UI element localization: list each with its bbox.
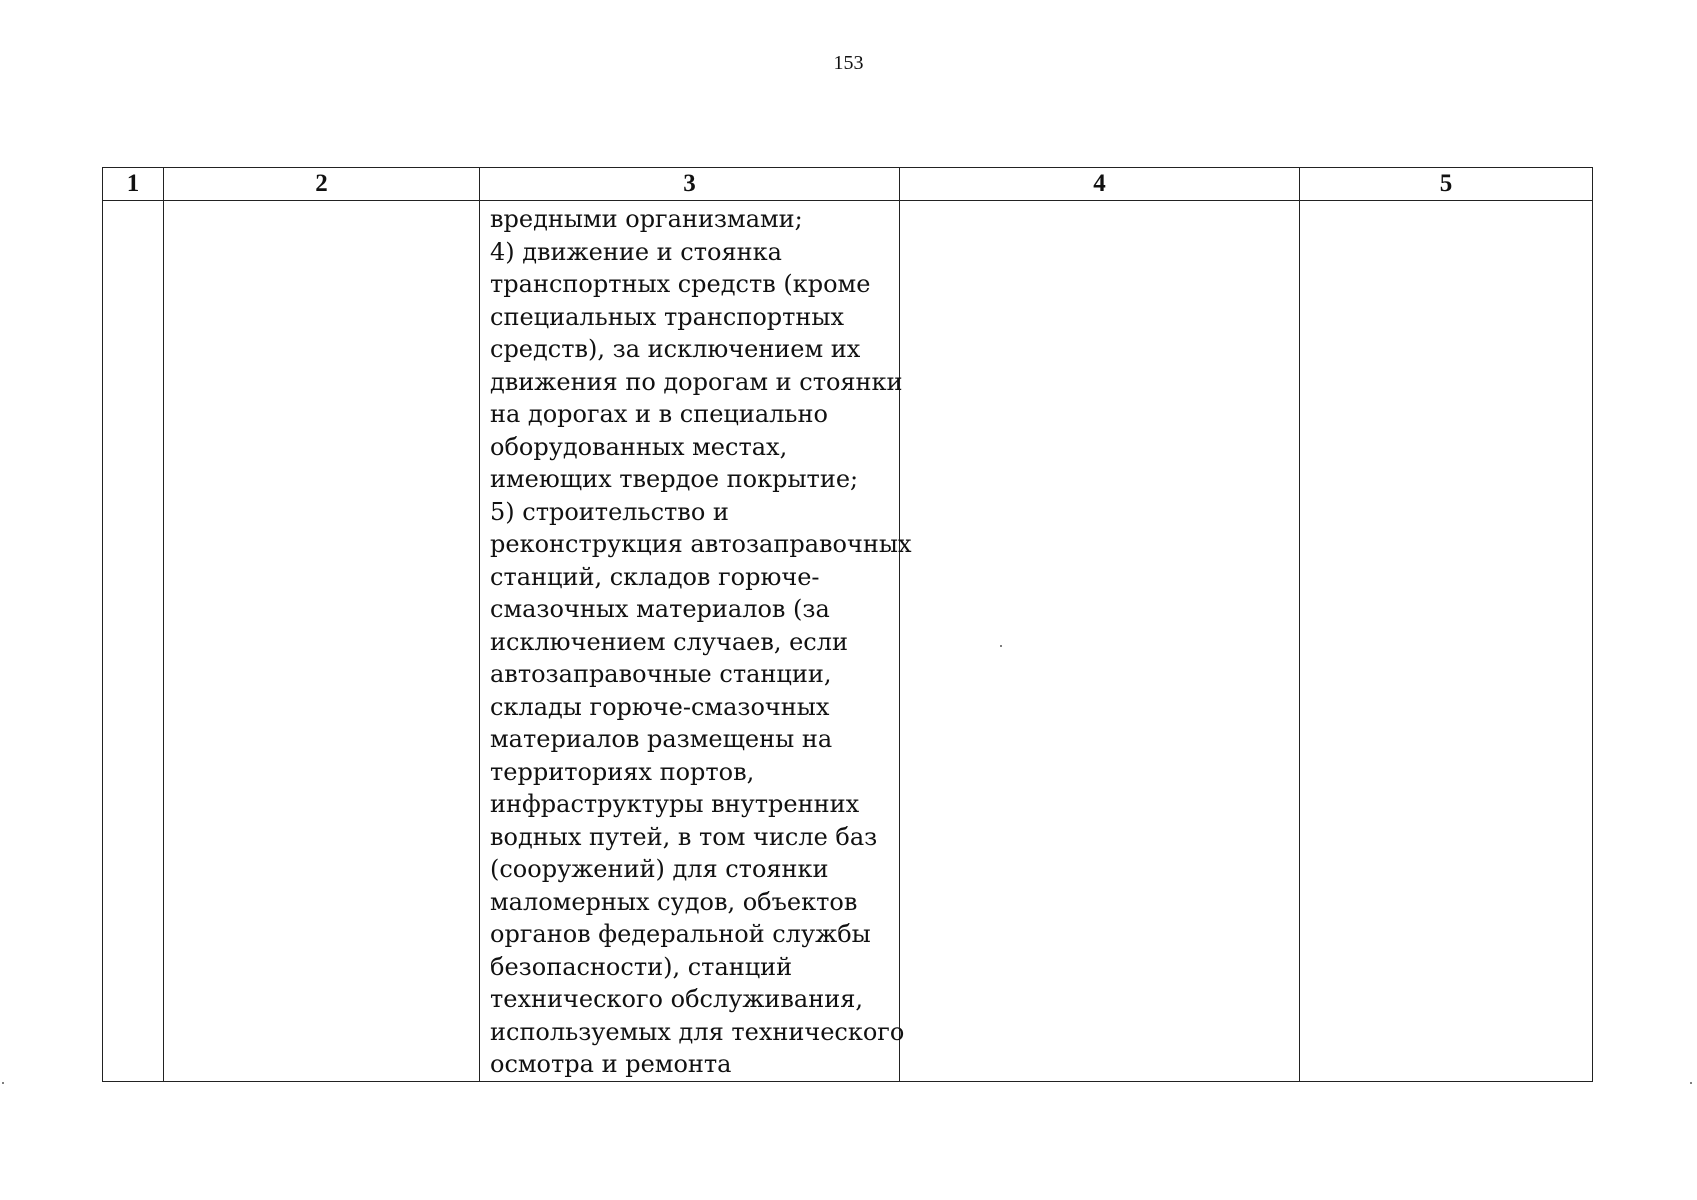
cell-col-3 bbox=[480, 201, 912, 1082]
text-line: осмотра и ремонта bbox=[490, 1050, 732, 1078]
page-number: 153 bbox=[833, 52, 864, 74]
text-line: реконструкция автозаправочных bbox=[490, 530, 912, 558]
column-header-2: 2 bbox=[164, 168, 480, 201]
column-header-1: 1 bbox=[103, 168, 164, 201]
scan-speck bbox=[1690, 1082, 1692, 1084]
regulation-table bbox=[102, 167, 1593, 1082]
table-row bbox=[103, 201, 1593, 1082]
text-line: безопасности), станций bbox=[490, 952, 793, 981]
text-line: имеющих твердое покрытие; bbox=[490, 465, 859, 493]
cell-col-2 bbox=[164, 201, 480, 1082]
scan-speck bbox=[2, 1082, 4, 1084]
text-line: органов федеральной службы bbox=[490, 920, 871, 948]
text-line: используемых для технического bbox=[490, 1017, 905, 1046]
cell-col-1 bbox=[103, 201, 164, 1082]
column-header-5: 5 bbox=[1300, 168, 1593, 201]
text-line: склады горюче-смазочных bbox=[490, 692, 830, 721]
text-line: 5) строительство и bbox=[490, 497, 729, 526]
text-line: смазочных материалов (за bbox=[490, 595, 830, 623]
text-line: водных путей, в том числе баз bbox=[490, 822, 878, 851]
column-header-3: 3 bbox=[480, 168, 900, 201]
text-line: (сооружений) для стоянки bbox=[490, 855, 829, 883]
text-line: 4) движение и стоянка bbox=[490, 237, 782, 266]
column-header-4: 4 bbox=[900, 168, 1300, 201]
restrictions-text bbox=[480, 201, 912, 1081]
text-line: территориях портов, bbox=[490, 757, 755, 786]
text-line: маломерных судов, объектов bbox=[490, 887, 858, 916]
text-line: станций, складов горюче- bbox=[490, 562, 820, 591]
text-line: на дорогах и в специально bbox=[490, 400, 828, 428]
text-line: оборудованных местах, bbox=[490, 432, 788, 461]
text-line: специальных транспортных bbox=[490, 302, 845, 331]
text-line: вредными организмами; bbox=[490, 205, 803, 233]
text-line: материалов размещены на bbox=[490, 725, 833, 753]
text-line: исключением случаев, если bbox=[490, 627, 848, 656]
cell-col-5 bbox=[1300, 201, 1593, 1082]
text-line: движения по дорогам и стоянки bbox=[490, 367, 903, 396]
text-line: автозаправочные станции, bbox=[490, 660, 832, 688]
cell-col-4 bbox=[900, 201, 1300, 1082]
scan-speck bbox=[1000, 645, 1002, 647]
text-line: инфраструктуры внутренних bbox=[490, 790, 860, 818]
table-header-row bbox=[103, 168, 1593, 201]
text-line: транспортных средств (кроме bbox=[490, 270, 871, 298]
text-line: технического обслуживания, bbox=[490, 985, 863, 1013]
text-line: средств), за исключением их bbox=[490, 335, 861, 363]
